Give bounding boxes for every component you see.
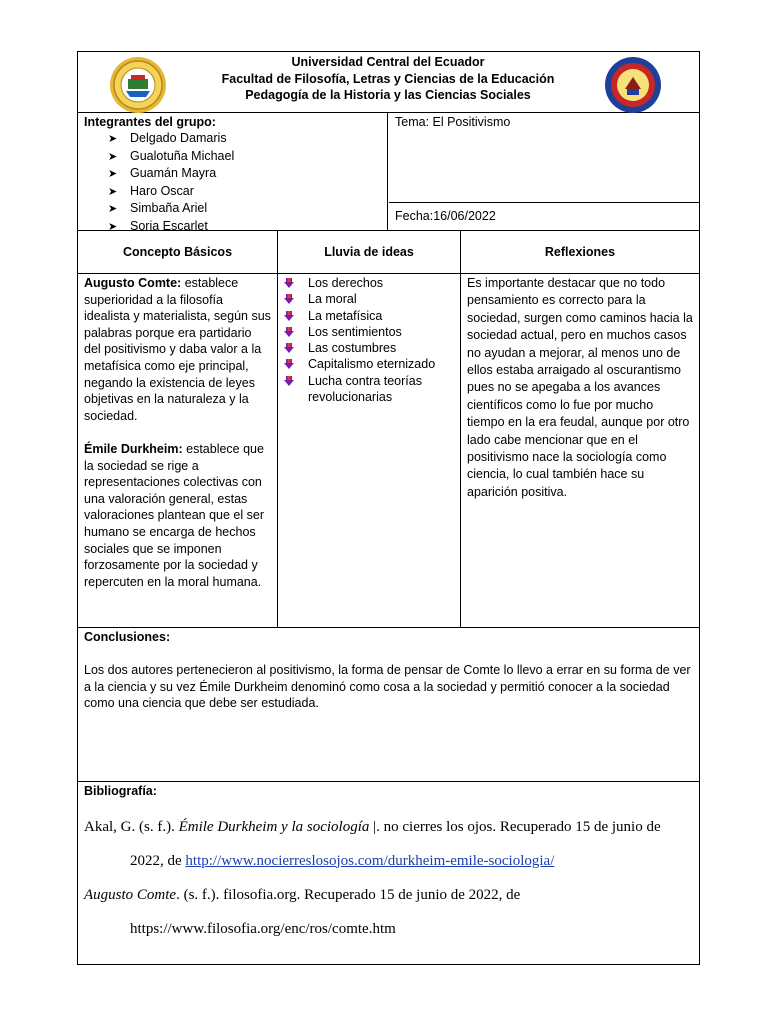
list-item: Las costumbres bbox=[308, 340, 454, 356]
conclusions-text: Los dos autores pertenecieron al positivismo, la forma de pensar de Comte lo llevo a errar en su forma de ver a la ciencia y su vez Émile Durkheim denominó como cosa a la sociedad y permitió conocer a la sociedad como una ciencia que debe ser estudiada. bbox=[84, 663, 691, 710]
down-arrow-bullet-icon bbox=[284, 294, 294, 304]
durkheim-source-link[interactable]: http://www.nocierreslosojos.com/durkheim-emile-sociologia/ bbox=[185, 852, 555, 869]
down-arrow-bullet-icon bbox=[284, 278, 294, 288]
topic-cell: Tema: El Positivismo bbox=[389, 113, 699, 203]
university-seal-icon bbox=[108, 55, 168, 115]
members-label: Integrantes del grupo: bbox=[84, 115, 216, 129]
concept-durkheim: Émile Durkheim: establece que la sociedad se rige a representaciones colectivas con una valoración general, estas valoraciones plantean que el ser humano se encarga de hechos sociales que se imponen forzosamente por la sociedad y repercuten en la moral humana. bbox=[84, 441, 264, 589]
faculty-name: Facultad de Filosofía, Letras y Ciencias de la Educación bbox=[221, 71, 555, 86]
down-arrow-bullet-icon bbox=[284, 327, 294, 337]
list-item: La metafísica bbox=[308, 308, 454, 324]
ideas-header: Lluvia de ideas bbox=[278, 231, 461, 273]
faculty-seal-icon bbox=[603, 55, 663, 115]
list-item: ➤ Guamán Mayra bbox=[108, 165, 381, 183]
list-item: La moral bbox=[308, 291, 454, 307]
arrowhead-bullet-icon: ➤ bbox=[108, 133, 118, 145]
university-name: Universidad Central del Ecuador bbox=[291, 55, 485, 69]
list-item: ➤ Haro Oscar bbox=[108, 183, 381, 201]
content-row bbox=[78, 274, 699, 628]
header-title bbox=[178, 54, 598, 104]
list-item: Los sentimientos bbox=[308, 324, 454, 340]
bibliography-row bbox=[78, 782, 699, 964]
list-item: ➤ Gualotuña Michael bbox=[108, 148, 381, 166]
concepts-cell bbox=[78, 274, 278, 627]
list-item: Los derechos bbox=[308, 275, 454, 291]
arrowhead-bullet-icon: ➤ bbox=[108, 203, 118, 215]
arrowhead-bullet-icon: ➤ bbox=[108, 220, 118, 233]
reflections-header: Reflexiones bbox=[544, 245, 616, 259]
members-cell bbox=[78, 113, 388, 231]
list-item: ➤ Simbaña Ariel bbox=[108, 200, 381, 218]
down-arrow-bullet-icon bbox=[284, 376, 294, 386]
column-headers-row bbox=[78, 231, 699, 274]
conclusions-label: Conclusiones: bbox=[84, 630, 171, 644]
header-row bbox=[78, 52, 699, 113]
arrowhead-bullet-icon: ➤ bbox=[108, 185, 118, 198]
bibliography-label: Bibliografía: bbox=[84, 784, 157, 798]
ideas-list bbox=[308, 275, 454, 405]
program-name: Pedagogía de la Historia y las Ciencias Sociales bbox=[245, 88, 531, 102]
date-cell: Fecha:16/06/2022 bbox=[395, 209, 496, 223]
down-arrow-bullet-icon bbox=[284, 359, 294, 369]
concept-comte: Augusto Comte: establece superioridad a la filosofía idealista y materialista, según sus palabras porque era partidario del positivismo y daba valor a la metafísica como eje principal, negando la existencia de leyes objetivas en la naturaleza y la sociedad. bbox=[84, 276, 271, 423]
down-arrow-bullet-icon bbox=[284, 311, 294, 321]
list-item: Capitalismo eternizado bbox=[308, 356, 454, 372]
list-item: ➤ Soria Escarlet bbox=[108, 218, 381, 236]
list-item: Lucha contra teorías revolucionarias bbox=[308, 373, 454, 406]
reference-comte: Augusto Comte. (s. f.). filosofia.org. Recuperado 15 de junio de 2022, de https://www.filosofia.org/enc/ros/comte.htm bbox=[84, 878, 693, 946]
document-sheet bbox=[77, 51, 700, 965]
list-item: ➤ Delgado Damaris bbox=[108, 130, 381, 148]
reference-durkheim: Akal, G. (s. f.). Émile Durkheim y la sociología |. no cierres los ojos. Recuperado 15 de junio de 2022, de http://www.nocierreslosojos.com/durkheim-emile-sociologia/ bbox=[84, 818, 661, 869]
conclusions-row bbox=[78, 628, 699, 782]
ideas-cell bbox=[278, 274, 461, 627]
comte-source-url: https://www.filosofia.org/enc/ros/comte.htm bbox=[130, 920, 396, 937]
down-arrow-bullet-icon bbox=[284, 343, 294, 353]
concepts-header: Concepto Básicos bbox=[78, 231, 278, 273]
arrowhead-bullet-icon: ➤ bbox=[108, 150, 118, 163]
members-row bbox=[78, 113, 699, 231]
reflections-cell: Es importante destacar que no todo pensamiento es correcto para la sociedad, surgen como caminos hacia la sociedad actual, pero en muchos casos no ayudan a mejorar, al menos uno de ellos estaba arraigado al oscurantismo pues no se apegaba a los avances científicos como lo fue por mucho tiempo en la era feudal, aunque por otro lado cabe mencionar que en el positivismo nace la sociología como ciencia, lo cual también hace su aparición positiva. bbox=[467, 276, 693, 499]
arrowhead-bullet-icon: ➤ bbox=[108, 168, 118, 180]
members-list bbox=[108, 130, 381, 235]
